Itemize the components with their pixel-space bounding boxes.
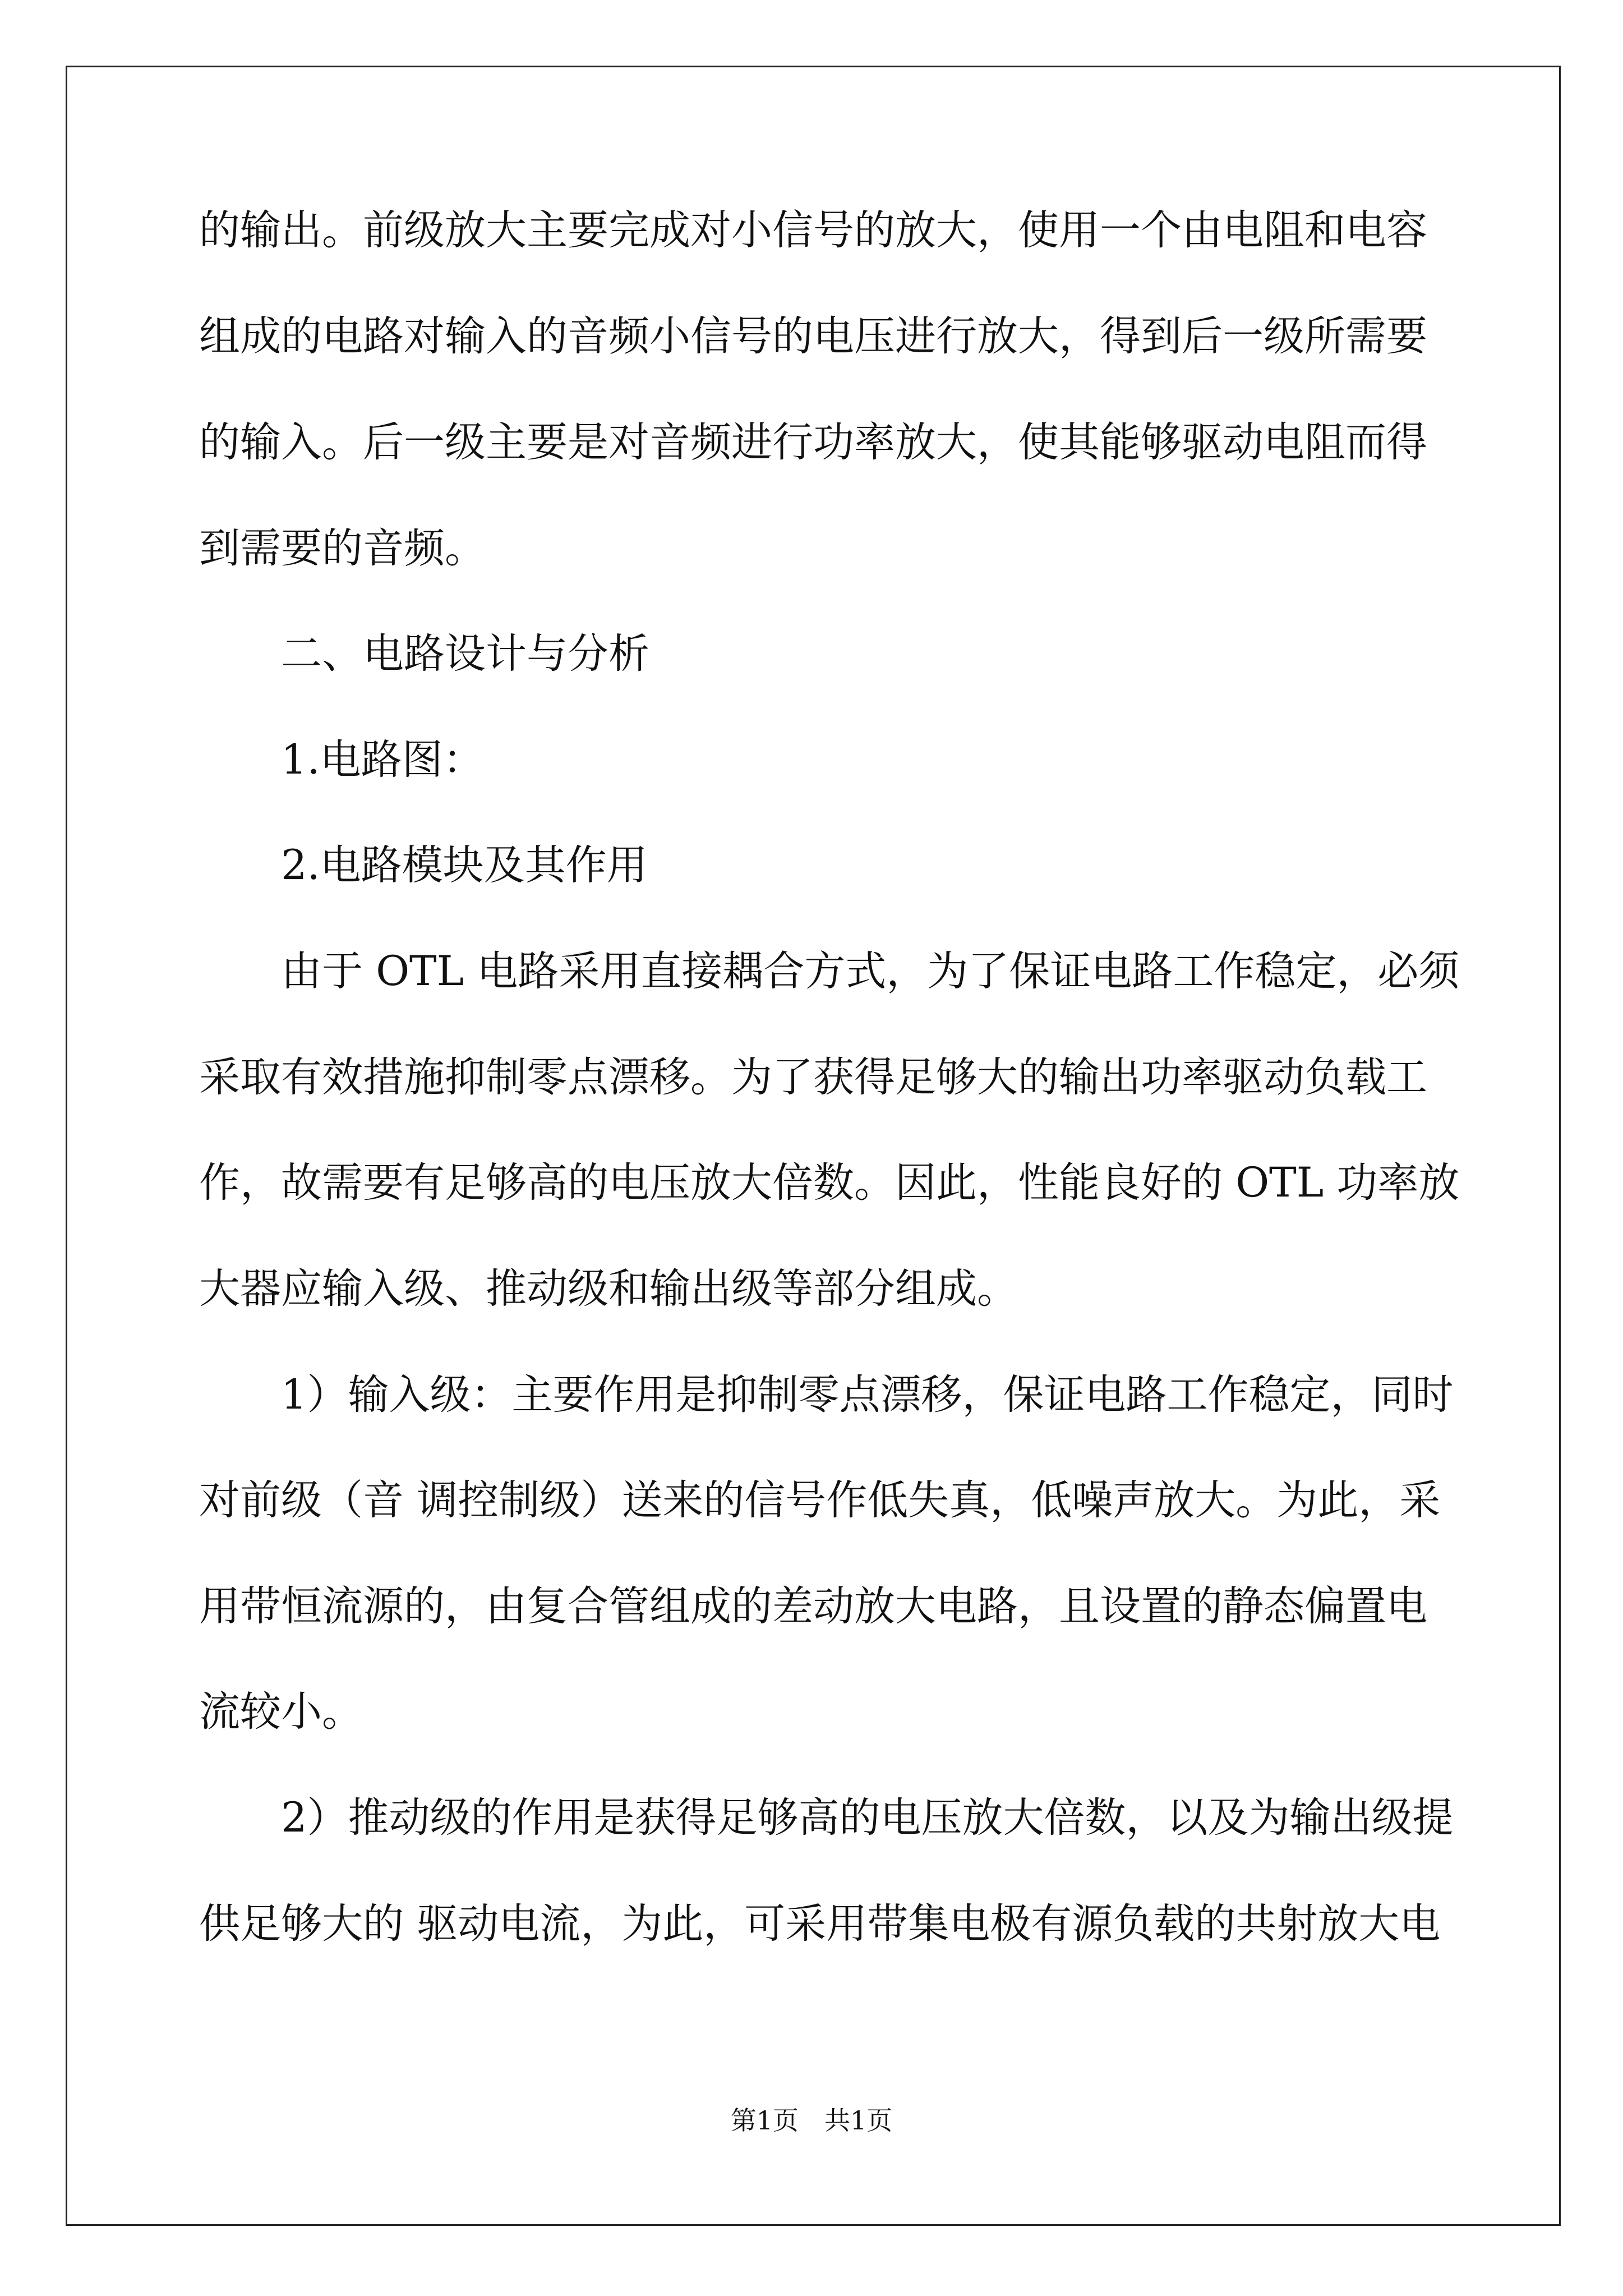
body-line-16: 2）推动级的作用是获得足够高的电压放大倍数，以及为输出级提 [199,1794,1454,1842]
subheading-1: 1.电路图： [199,736,484,784]
body-line-2: 组成的电路对输入的音频小信号的电压进行放大，得到后一级所需要 [199,312,1427,360]
body-line-13: 对前级（音 调控制级）送来的信号作低失真，低噪声放大。为此，采 [199,1476,1441,1524]
body-line-8: 由于 OTL 电路采用直接耦合方式，为了保证电路工作稳定，必须 [199,947,1460,995]
body-line-17: 供足够大的 驱动电流，为此，可采用带集电极有源负载的共射放大电 [199,1900,1441,1948]
body-line-1: 的输出。前级放大主要完成对小信号的放大，使用一个由电阻和电容 [199,206,1427,254]
subheading-2: 2.电路模块及其作用 [199,841,648,889]
body-line-14: 用带恒流源的，由复合管组成的差动放大电路，且设置的静态偏置电 [199,1582,1427,1630]
body-line-4: 到需要的音频。 [199,524,486,572]
body-line-15: 流较小。 [199,1688,363,1736]
body-line-11: 大器应输入级、推动级和输出级等部分组成。 [199,1265,1018,1313]
body-line-10: 作，故需要有足够高的电压放大倍数。因此，性能良好的 OTL 功率放 [199,1159,1460,1207]
section-heading: 二、电路设计与分析 [199,630,649,678]
body-line-3: 的输入。后一级主要是对音频进行功率放大，使其能够驱动电阻而得 [199,418,1427,466]
body-line-9: 采取有效措施抑制零点漂移。为了获得足够大的输出功率驱动负载工 [199,1053,1427,1101]
body-line-12: 1）输入级：主要作用是抑制零点漂移，保证电路工作稳定，同时 [199,1371,1454,1419]
page-footer: 第1页 共1页 [730,2105,893,2136]
